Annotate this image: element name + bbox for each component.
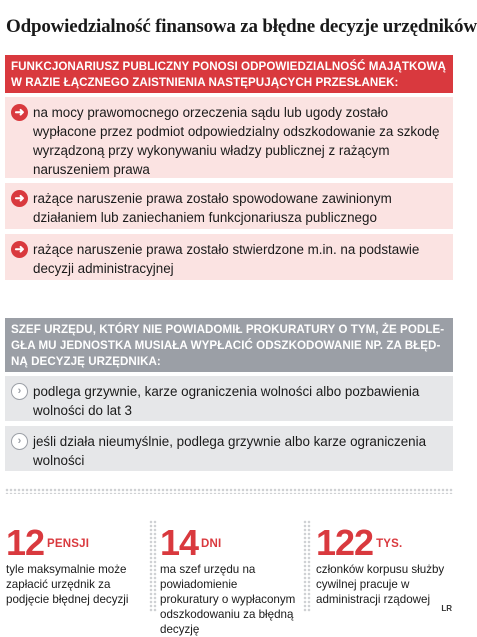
stat-block [6,522,144,607]
red-list-item [5,234,453,280]
source-credit: LR [441,604,452,613]
gray-list-item [5,376,453,421]
infographic-title: Odpowiedzialność finansowa za błędne decyzje urzędników [6,16,477,37]
gray-header-line-3: NĄ DECYZJĘ URZĘDNIKA: [11,355,161,368]
arrow-right-icon: ➜ [11,190,28,207]
arrow-right-icon: ➜ [11,104,28,121]
stat-number: 14 [160,522,199,563]
gray-header-line-1: SZEF URZĘDU, KTÓRY NIE POWIADOMIŁ PROKURATURY O TYM, ŻE PODLE- [11,323,445,336]
gray-item-text: podlega grzywnie, karze ograniczenia wolności albo pozbawienia wolności do lat 3 [33,384,420,418]
red-list-item [5,183,453,229]
arrow-right-icon: › [11,433,28,450]
stat-number: 122 [316,522,374,563]
gray-section-header [5,318,453,372]
gray-header-line-2: GŁA MU JEDNOSTKA MUSIAŁA WYPŁACIĆ ODSZKODOWANIE NP. ZA BŁĘD- [11,339,441,352]
red-list-item [5,97,453,178]
stat-number: 12 [6,522,45,563]
dotted-divider [5,488,453,494]
red-section-header [5,55,453,93]
red-header-line-1: FUNKCJONARIUSZ PUBLICZNY PONOSI ODPOWIEDZIALNOŚĆ MAJĄTKOWĄ [11,60,446,73]
stat-block [160,522,298,637]
arrow-right-icon: › [11,383,28,400]
stat-description: tyle maksymalnie może zapłacić urzędnik za podjęcie błędnej decyzji [6,563,129,606]
red-item-text: rażące naruszenie prawa zostało spowodowane zawinionym działaniem lub zaniechaniem funkcjonariusza publicznego [33,191,392,225]
red-header-line-2: W RAZIE ŁĄCZNEGO ZAISTNIENIA NASTĘPUJĄCYCH PRZESŁANEK: [11,76,399,89]
dotted-divider [149,520,157,612]
stat-block [316,522,452,607]
stat-unit: DNI [201,538,222,550]
stat-description: członków korpusu służby cywilnej pracuje w administracji rządowej [316,563,445,606]
red-item-text: na mocy prawomocnego orzeczenia sądu lub ugody zostało wypłacone przez podmiot odpowiedzialny odszkodowanie za szkodę wyrządzoną przy wykonywaniu władzy publicznej z rażącym naruszeniem prawa [33,105,440,177]
stat-unit: PENSJI [47,538,90,550]
stat-unit: TYS. [376,538,403,550]
gray-item-text: jeśli działa nieumyślnie, podlega grzywnie albo karze ograniczenia wolności [33,434,427,468]
gray-list-item [5,426,453,471]
red-item-text: rażące naruszenie prawa zostało stwierdzone m.in. na podstawie decyzji administracyjnej [33,242,420,276]
dotted-divider [303,520,311,612]
stat-description: ma szef urzędu na powiadomienie prokuratury o wypłaconym odszkodowaniu za błędną decyzję [160,563,296,636]
arrow-right-icon: ➜ [11,241,28,258]
